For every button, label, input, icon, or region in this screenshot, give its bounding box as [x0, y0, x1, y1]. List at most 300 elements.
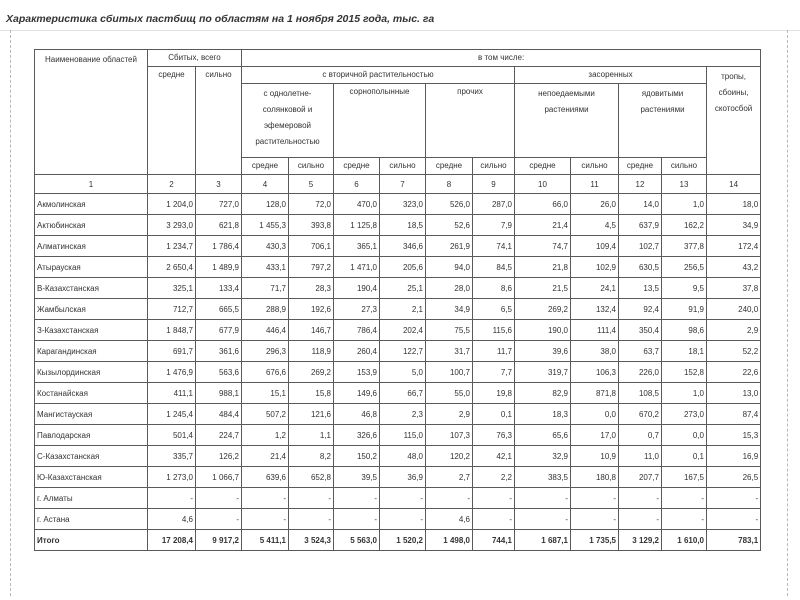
value-cell: 13,5 [619, 278, 662, 299]
header-weed-wormwood: сорнополынные [334, 84, 426, 158]
total-value-cell: 1 520,2 [380, 530, 426, 551]
value-cell: 1 489,9 [196, 257, 242, 278]
value-cell: 260,4 [334, 341, 380, 362]
column-number-cell: 13 [662, 175, 707, 194]
value-cell: - [707, 488, 761, 509]
value-cell: 377,8 [662, 236, 707, 257]
table-row [35, 425, 761, 446]
value-cell: 66,0 [515, 194, 571, 215]
region-name-cell: г. Астана [35, 509, 148, 530]
column-number-cell: 9 [473, 175, 515, 194]
value-cell: 0,0 [662, 425, 707, 446]
column-number-cell: 14 [707, 175, 761, 194]
column-number-cell: 1 [35, 175, 148, 194]
value-cell: 87,4 [707, 404, 761, 425]
value-cell: - [148, 488, 196, 509]
value-cell: 786,4 [334, 320, 380, 341]
value-cell: 630,5 [619, 257, 662, 278]
header-total-strong: сильно [196, 67, 242, 175]
value-cell: 361,6 [196, 341, 242, 362]
value-cell: 38,0 [571, 341, 619, 362]
value-cell: 111,4 [571, 320, 619, 341]
header-poisonous: ядовитыми растениями [619, 84, 707, 158]
value-cell: 871,8 [571, 383, 619, 404]
value-cell: - [242, 488, 289, 509]
header-total-group: Сбитых, всего [148, 50, 242, 67]
value-cell: 706,1 [289, 236, 334, 257]
value-cell: 92,4 [619, 299, 662, 320]
value-cell: 621,8 [196, 215, 242, 236]
total-value-cell: 1 735,5 [571, 530, 619, 551]
value-cell: 91,9 [662, 299, 707, 320]
region-name-cell: Ю-Казахстанская [35, 467, 148, 488]
value-cell: 224,7 [196, 425, 242, 446]
value-cell: 126,2 [196, 446, 242, 467]
value-cell: 470,0 [334, 194, 380, 215]
region-name-cell: Акмолинская [35, 194, 148, 215]
value-cell: 19,8 [473, 383, 515, 404]
table-row [35, 320, 761, 341]
total-value-cell: 3 129,2 [619, 530, 662, 551]
header-region: Наименование областей [35, 50, 148, 175]
value-cell: - [426, 488, 473, 509]
value-cell: 18,3 [515, 404, 571, 425]
value-cell: - [473, 509, 515, 530]
value-cell: 18,5 [380, 215, 426, 236]
value-cell: - [515, 488, 571, 509]
value-cell: 74,7 [515, 236, 571, 257]
value-cell: 192,6 [289, 299, 334, 320]
value-cell: 1,1 [289, 425, 334, 446]
value-cell: 273,0 [662, 404, 707, 425]
table-header [35, 50, 761, 175]
value-cell: 346,6 [380, 236, 426, 257]
value-cell: 115,0 [380, 425, 426, 446]
value-cell: 107,3 [426, 425, 473, 446]
column-number-cell: 12 [619, 175, 662, 194]
value-cell: 39,5 [334, 467, 380, 488]
table-row [35, 509, 761, 530]
value-cell: 326,6 [334, 425, 380, 446]
value-cell: 676,6 [242, 362, 289, 383]
table-row [35, 446, 761, 467]
value-cell: 325,1 [148, 278, 196, 299]
column-number-cell: 2 [148, 175, 196, 194]
table-row [35, 404, 761, 425]
header-other: прочих [426, 84, 515, 158]
value-cell: 34,9 [426, 299, 473, 320]
table-row [35, 278, 761, 299]
value-cell: 269,2 [289, 362, 334, 383]
value-cell: - [619, 509, 662, 530]
header-trails: тропы, сбоины, скотосбой [707, 67, 761, 175]
value-cell: 652,8 [289, 467, 334, 488]
value-cell: 98,6 [662, 320, 707, 341]
top-divider [0, 30, 800, 31]
total-label-cell: Итого [35, 530, 148, 551]
total-value-cell: 17 208,4 [148, 530, 196, 551]
header-total-medium: средне [148, 67, 196, 175]
region-name-cell: Мангистауская [35, 404, 148, 425]
value-cell: 727,0 [196, 194, 242, 215]
value-cell: - [334, 509, 380, 530]
column-number-cell: 8 [426, 175, 473, 194]
value-cell: 28,3 [289, 278, 334, 299]
table-row [35, 467, 761, 488]
region-name-cell: С-Казахстанская [35, 446, 148, 467]
value-cell: 16,9 [707, 446, 761, 467]
value-cell: 1,0 [662, 383, 707, 404]
page-title: Характеристика сбитых пастбищ по областям на 1 ноября 2015 года, тыс. га [6, 13, 435, 25]
value-cell: 55,0 [426, 383, 473, 404]
value-cell: 350,4 [619, 320, 662, 341]
header-sub-medium: средне [426, 158, 473, 175]
total-row [35, 530, 761, 551]
value-cell: 287,0 [473, 194, 515, 215]
value-cell: 190,0 [515, 320, 571, 341]
value-cell: 988,1 [196, 383, 242, 404]
column-number-cell: 6 [334, 175, 380, 194]
value-cell: 21,8 [515, 257, 571, 278]
value-cell: 4,6 [148, 509, 196, 530]
total-value-cell: 1 610,0 [662, 530, 707, 551]
region-name-cell: г. Алматы [35, 488, 148, 509]
value-cell: 6,5 [473, 299, 515, 320]
value-cell: - [473, 488, 515, 509]
value-cell: 27,3 [334, 299, 380, 320]
right-dashed-guide [787, 30, 788, 596]
header-sub-strong: сильно [473, 158, 515, 175]
header-weeded-group: засоренных [515, 67, 707, 84]
table-row [35, 215, 761, 236]
column-number-cell: 7 [380, 175, 426, 194]
value-cell: 1 245,4 [148, 404, 196, 425]
value-cell: 1 273,0 [148, 467, 196, 488]
value-cell: 691,7 [148, 341, 196, 362]
value-cell: - [380, 509, 426, 530]
value-cell: 94,0 [426, 257, 473, 278]
value-cell: 13,0 [707, 383, 761, 404]
value-cell: 0,7 [619, 425, 662, 446]
value-cell: 484,4 [196, 404, 242, 425]
value-cell: - [196, 488, 242, 509]
value-cell: 15,1 [242, 383, 289, 404]
value-cell: 446,4 [242, 320, 289, 341]
value-cell: 2 650,4 [148, 257, 196, 278]
value-cell: 153,9 [334, 362, 380, 383]
table-row [35, 383, 761, 404]
value-cell: 2,9 [707, 320, 761, 341]
pasture-table [34, 49, 761, 551]
value-cell: 507,2 [242, 404, 289, 425]
value-cell: - [662, 509, 707, 530]
left-dashed-guide [10, 30, 11, 596]
value-cell: - [515, 509, 571, 530]
value-cell: 319,7 [515, 362, 571, 383]
value-cell: 526,0 [426, 194, 473, 215]
value-cell: 63,7 [619, 341, 662, 362]
value-cell: 712,7 [148, 299, 196, 320]
value-cell: 21,5 [515, 278, 571, 299]
value-cell: 106,3 [571, 362, 619, 383]
header-sub-medium: средне [242, 158, 289, 175]
value-cell: 501,4 [148, 425, 196, 446]
value-cell: 25,1 [380, 278, 426, 299]
value-cell: 15,8 [289, 383, 334, 404]
value-cell: 2,2 [473, 467, 515, 488]
value-cell: 335,7 [148, 446, 196, 467]
value-cell: 109,4 [571, 236, 619, 257]
total-value-cell: 5 411,1 [242, 530, 289, 551]
value-cell: 21,4 [242, 446, 289, 467]
value-cell: 261,9 [426, 236, 473, 257]
value-cell: 172,4 [707, 236, 761, 257]
value-cell: 75,5 [426, 320, 473, 341]
value-cell: 102,9 [571, 257, 619, 278]
value-cell: 0,1 [662, 446, 707, 467]
table-row [35, 194, 761, 215]
value-cell: 149,6 [334, 383, 380, 404]
region-name-cell: Кызылординская [35, 362, 148, 383]
value-cell: 150,2 [334, 446, 380, 467]
total-value-cell: 1 687,1 [515, 530, 571, 551]
value-cell: 1 848,7 [148, 320, 196, 341]
value-cell: 1 476,9 [148, 362, 196, 383]
value-cell: 3 293,0 [148, 215, 196, 236]
value-cell: 383,5 [515, 467, 571, 488]
value-cell: 32,9 [515, 446, 571, 467]
region-name-cell: Костанайская [35, 383, 148, 404]
value-cell: 202,4 [380, 320, 426, 341]
value-cell: 639,6 [242, 467, 289, 488]
value-cell: 677,9 [196, 320, 242, 341]
value-cell: 46,8 [334, 404, 380, 425]
value-cell: 82,9 [515, 383, 571, 404]
value-cell: 74,1 [473, 236, 515, 257]
value-cell: 34,9 [707, 215, 761, 236]
total-value-cell: 9 917,2 [196, 530, 242, 551]
value-cell: 102,7 [619, 236, 662, 257]
value-cell: 37,8 [707, 278, 761, 299]
column-number-cell: 11 [571, 175, 619, 194]
value-cell: 118,9 [289, 341, 334, 362]
value-cell: 7,7 [473, 362, 515, 383]
value-cell: - [571, 509, 619, 530]
value-cell: 42,1 [473, 446, 515, 467]
value-cell: 190,4 [334, 278, 380, 299]
total-value-cell: 744,1 [473, 530, 515, 551]
value-cell: 22,6 [707, 362, 761, 383]
value-cell: 240,0 [707, 299, 761, 320]
value-cell: 9,5 [662, 278, 707, 299]
value-cell: 52,2 [707, 341, 761, 362]
value-cell: 256,5 [662, 257, 707, 278]
column-number-cell: 3 [196, 175, 242, 194]
value-cell: 152,8 [662, 362, 707, 383]
region-name-cell: Атырауская [35, 257, 148, 278]
value-cell: 28,0 [426, 278, 473, 299]
value-cell: 296,3 [242, 341, 289, 362]
value-cell: 1 234,7 [148, 236, 196, 257]
value-cell: 17,0 [571, 425, 619, 446]
value-cell: 4,5 [571, 215, 619, 236]
value-cell: 7,9 [473, 215, 515, 236]
value-cell: 120,2 [426, 446, 473, 467]
value-cell: 180,8 [571, 467, 619, 488]
header-sub-medium: средне [619, 158, 662, 175]
value-cell: 21,4 [515, 215, 571, 236]
value-cell: 108,5 [619, 383, 662, 404]
value-cell: - [571, 488, 619, 509]
value-cell: 226,0 [619, 362, 662, 383]
header-sub-medium: средне [515, 158, 571, 175]
value-cell: 2,7 [426, 467, 473, 488]
value-cell: 1 204,0 [148, 194, 196, 215]
value-cell: 14,0 [619, 194, 662, 215]
value-cell: 48,0 [380, 446, 426, 467]
value-cell: 1 455,3 [242, 215, 289, 236]
value-cell: - [289, 488, 334, 509]
value-cell: 146,7 [289, 320, 334, 341]
value-cell: 65,6 [515, 425, 571, 446]
total-value-cell: 1 498,0 [426, 530, 473, 551]
value-cell: 1 125,8 [334, 215, 380, 236]
value-cell: 0,1 [473, 404, 515, 425]
value-cell: 1 471,0 [334, 257, 380, 278]
value-cell: - [380, 488, 426, 509]
column-number-cell: 5 [289, 175, 334, 194]
column-number-cell: 4 [242, 175, 289, 194]
value-cell: 52,6 [426, 215, 473, 236]
value-cell: - [196, 509, 242, 530]
table-row [35, 362, 761, 383]
value-cell: 133,4 [196, 278, 242, 299]
value-cell: 1,0 [662, 194, 707, 215]
value-cell: 26,0 [571, 194, 619, 215]
region-name-cell: Алматинская [35, 236, 148, 257]
header-sub-strong: сильно [571, 158, 619, 175]
table-row [35, 488, 761, 509]
value-cell: 10,9 [571, 446, 619, 467]
value-cell: 11,0 [619, 446, 662, 467]
total-value-cell: 5 563,0 [334, 530, 380, 551]
header-incl-group: в том числе: [242, 50, 761, 67]
region-name-cell: Карагандинская [35, 341, 148, 362]
header-annual-saltwort: с однолетне-солянковой и эфемеровой растительностью [242, 84, 334, 158]
total-value-cell: 3 524,3 [289, 530, 334, 551]
value-cell: 18,1 [662, 341, 707, 362]
header-sub-strong: сильно [289, 158, 334, 175]
value-cell: 167,5 [662, 467, 707, 488]
value-cell: 36,9 [380, 467, 426, 488]
value-cell: 121,6 [289, 404, 334, 425]
value-cell: 8,6 [473, 278, 515, 299]
table-row [35, 236, 761, 257]
region-name-cell: В-Казахстанская [35, 278, 148, 299]
value-cell: 637,9 [619, 215, 662, 236]
value-cell: 2,3 [380, 404, 426, 425]
value-cell: 8,2 [289, 446, 334, 467]
region-name-cell: Жамбылская [35, 299, 148, 320]
value-cell: 269,2 [515, 299, 571, 320]
header-sub-strong: сильно [380, 158, 426, 175]
value-cell: 43,2 [707, 257, 761, 278]
column-number-row [35, 175, 761, 194]
region-name-cell: Актюбинская [35, 215, 148, 236]
value-cell: 205,6 [380, 257, 426, 278]
value-cell: 15,3 [707, 425, 761, 446]
value-cell: 39,6 [515, 341, 571, 362]
region-name-cell: З-Казахстанская [35, 320, 148, 341]
value-cell: 207,7 [619, 467, 662, 488]
value-cell: 393,8 [289, 215, 334, 236]
value-cell: 162,2 [662, 215, 707, 236]
value-cell: 797,2 [289, 257, 334, 278]
table-row [35, 299, 761, 320]
column-number-cell: 10 [515, 175, 571, 194]
table-row [35, 341, 761, 362]
value-cell: 670,2 [619, 404, 662, 425]
value-cell: 323,0 [380, 194, 426, 215]
table-row [35, 257, 761, 278]
value-cell: 71,7 [242, 278, 289, 299]
value-cell: 0,0 [571, 404, 619, 425]
value-cell: 433,1 [242, 257, 289, 278]
value-cell: 122,7 [380, 341, 426, 362]
value-cell: 2,9 [426, 404, 473, 425]
value-cell: 1 066,7 [196, 467, 242, 488]
value-cell: 365,1 [334, 236, 380, 257]
value-cell: 411,1 [148, 383, 196, 404]
value-cell: 76,3 [473, 425, 515, 446]
value-cell: 128,0 [242, 194, 289, 215]
value-cell: - [662, 488, 707, 509]
value-cell: 132,4 [571, 299, 619, 320]
value-cell: 72,0 [289, 194, 334, 215]
total-value-cell: 783,1 [707, 530, 761, 551]
value-cell: 1,2 [242, 425, 289, 446]
value-cell: - [619, 488, 662, 509]
value-cell: 11,7 [473, 341, 515, 362]
value-cell: - [289, 509, 334, 530]
value-cell: 5,0 [380, 362, 426, 383]
value-cell: - [707, 509, 761, 530]
table-body [35, 175, 761, 551]
region-name-cell: Павлодарская [35, 425, 148, 446]
value-cell: 563,6 [196, 362, 242, 383]
value-cell: 84,5 [473, 257, 515, 278]
value-cell: 66,7 [380, 383, 426, 404]
header-secondary-group: с вторичной растительностью [242, 67, 515, 84]
value-cell: 18,0 [707, 194, 761, 215]
value-cell: 24,1 [571, 278, 619, 299]
header-sub-medium: средне [334, 158, 380, 175]
value-cell: 100,7 [426, 362, 473, 383]
value-cell: 288,9 [242, 299, 289, 320]
value-cell: 665,5 [196, 299, 242, 320]
value-cell: 4,6 [426, 509, 473, 530]
header-sub-strong: сильно [662, 158, 707, 175]
value-cell: 430,3 [242, 236, 289, 257]
value-cell: 31,7 [426, 341, 473, 362]
value-cell: 2,1 [380, 299, 426, 320]
value-cell: 1 786,4 [196, 236, 242, 257]
value-cell: 115,6 [473, 320, 515, 341]
header-inedible: непоедаемыми растениями [515, 84, 619, 158]
value-cell: - [334, 488, 380, 509]
value-cell: 26,5 [707, 467, 761, 488]
value-cell: - [242, 509, 289, 530]
